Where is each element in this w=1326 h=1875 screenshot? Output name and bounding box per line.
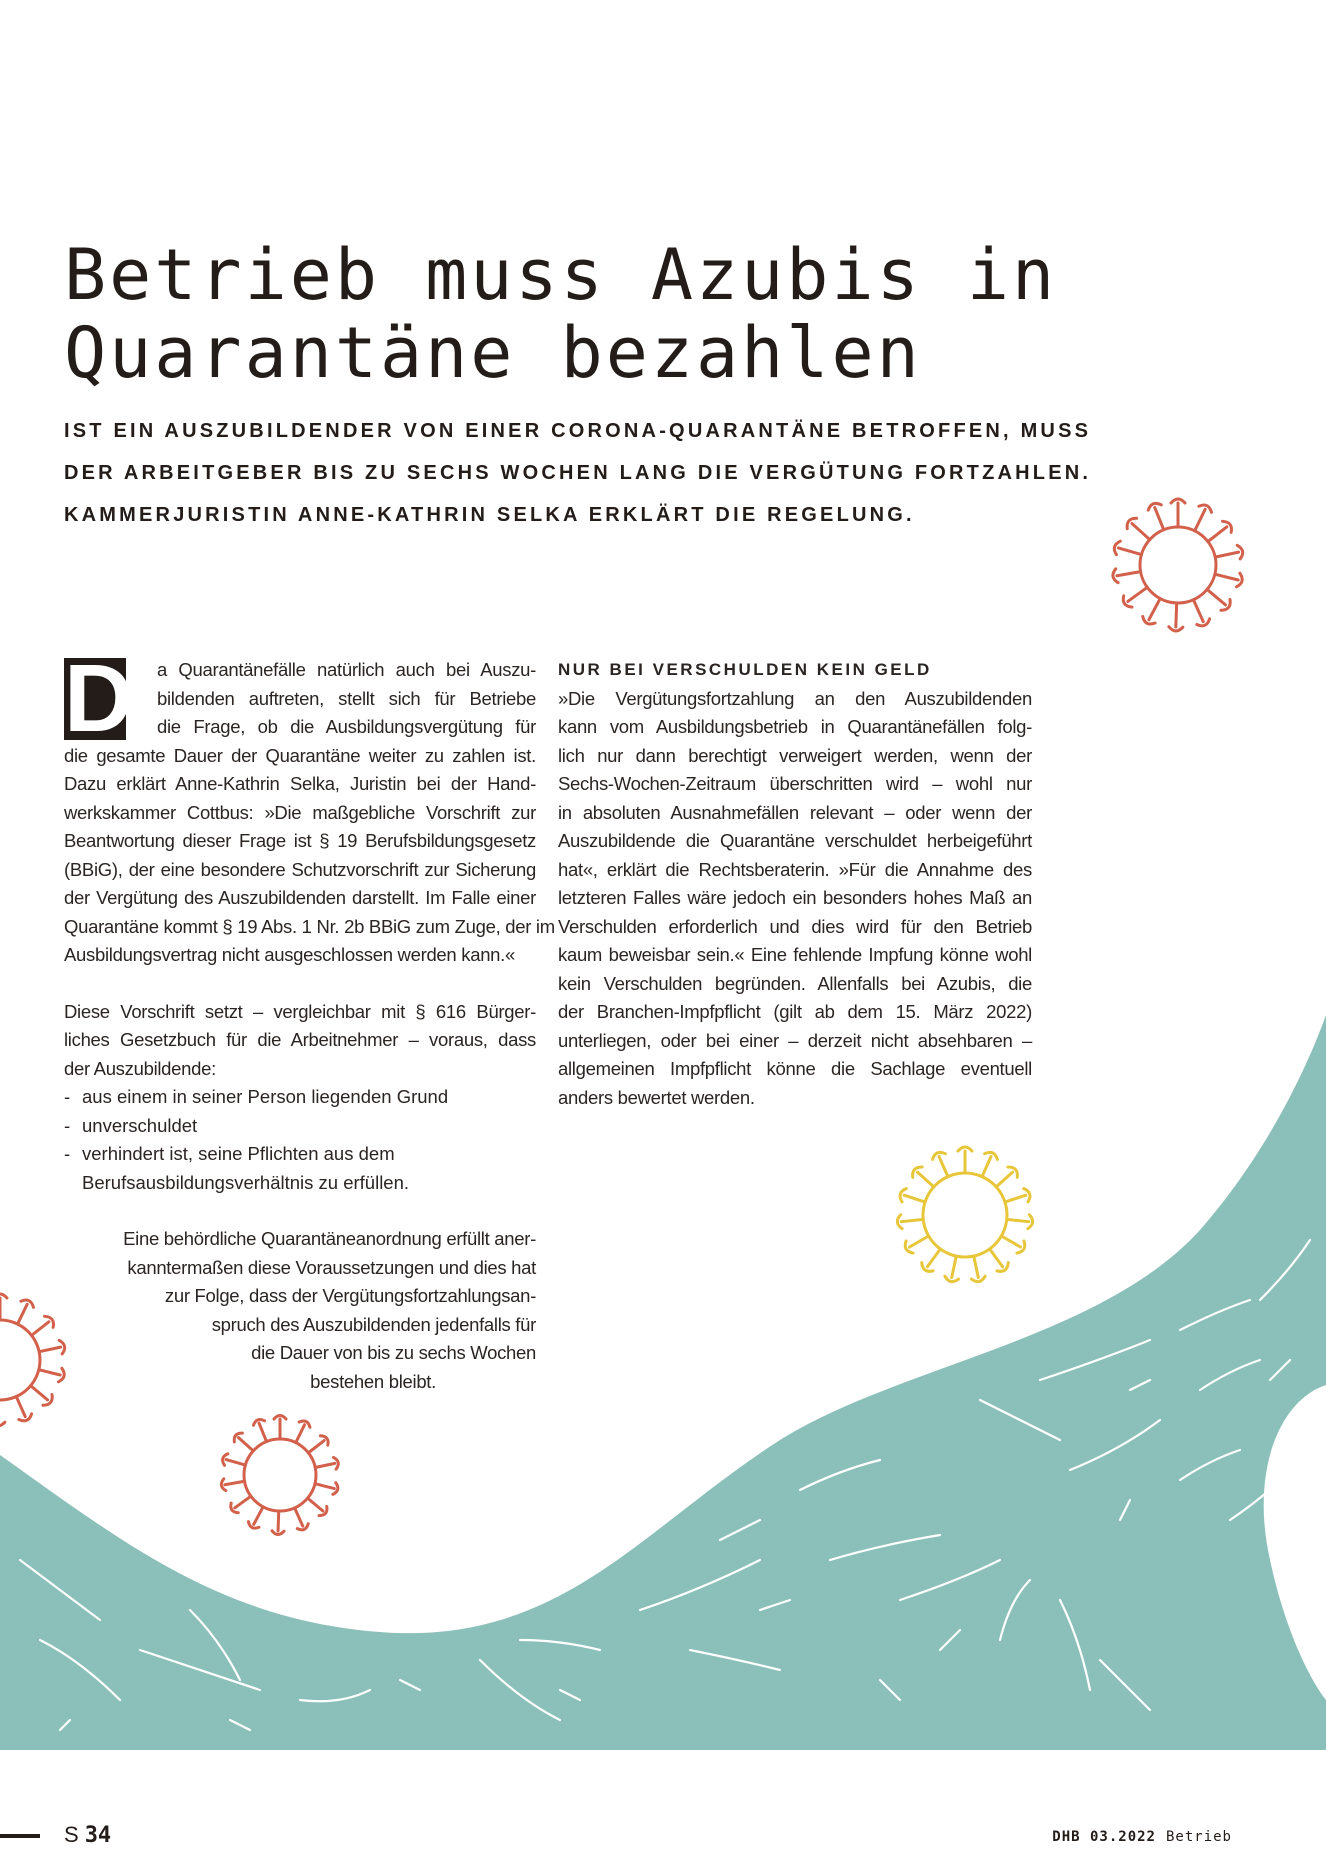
right-column	[558, 656, 1032, 1112]
text-line: Dazu erklärt Anne-Kathrin Selka, Juristin bei der Hand-	[64, 773, 536, 794]
text-line: liches Gesetzbuch für die Arbeitnehmer – voraus, dass	[64, 1029, 536, 1050]
text-line: kanntermaßen diese Voraussetzungen und dies hat	[127, 1256, 536, 1278]
article-lead	[64, 410, 1091, 536]
text-line: Quarantäne kommt § 19 Abs. 1 Nr. 2b BBiG zum Zuge, der im	[64, 915, 555, 937]
text-line: spruch des Auszubildenden jedenfalls für	[211, 1313, 536, 1335]
text-line: der Branchen-Impfpflicht (gilt ab dem 15. März 2022)	[558, 1001, 1032, 1022]
text-line: kein Verschulden begründen. Allenfalls bei Azubis, die	[558, 972, 1032, 994]
paragraph-quarantine-order	[64, 1225, 536, 1396]
text-line: (BBiG), der eine besondere Schutzvorschrift zur Sicherung	[64, 858, 536, 880]
text-line: der Auszubildende:	[64, 1057, 216, 1079]
text-line: kaum beweisbar sein.« Eine fehlende Impfung könne wohl	[558, 944, 1032, 965]
text-line: die gesamte Dauer der Quarantäne weiter zu zahlen ist.	[64, 744, 536, 766]
text-line: allgemeinen Impfpflicht könne die Sachlage eventuell	[558, 1058, 1032, 1079]
list-item: - unverschuldet	[64, 1114, 198, 1136]
paragraph-intro	[64, 645, 555, 970]
text-line: letzteren Falles wäre jedoch ein besonders hohes Maß an	[558, 887, 1032, 908]
text-line: Ausbildungsvertrag nicht ausgeschlossen werden kann.«	[64, 944, 515, 965]
lead-line: KAMMERJURISTIN ANNE-KATHRIN SELKA ERKLÄRT DIE REGELUNG.	[64, 504, 915, 526]
text-line: die Frage, ob die Ausbildungsvergütung für	[157, 716, 536, 737]
text-line: unterliegen, oder bei einer – derzeit nicht absehbaren –	[558, 1029, 1032, 1051]
coronavirus-icon	[1108, 485, 1248, 645]
text-line: kann vom Ausbildungsbetrieb in Quarantänefällen folg-	[558, 716, 1032, 737]
coronavirus-icon	[0, 1285, 70, 1435]
coronavirus-icon	[210, 1405, 350, 1545]
lead-line: IST EIN AUSZUBILDENDER VON EINER CORONA-QUARANTÄNE BETROFFEN, MUSS	[64, 420, 1092, 442]
text-line: zur Folge, dass der Vergütungsfortzahlungsan-	[164, 1285, 536, 1306]
text-line: Eine behördliche Quarantäneanordnung erfüllt aner-	[123, 1228, 536, 1249]
left-column	[64, 645, 555, 1396]
conditions-list	[64, 1083, 536, 1197]
text-line: hat«, erklärt die Rechtsberaterin. »Für die Annahme des	[558, 858, 1032, 880]
text-line: lich nur dann berechtigt verweigert werden, wenn der	[558, 744, 1032, 766]
text-line: »Die Vergütungsfortzahlung an den Auszubildenden	[558, 687, 1032, 709]
page-prefix: S	[64, 1822, 79, 1847]
title-line: Betrieb muss Azubis in	[64, 234, 1058, 316]
text-line: Auszubildende die Quarantäne verschuldet herbeigeführt	[558, 830, 1032, 851]
list-item: - aus einem in seiner Person liegenden Grund	[64, 1086, 449, 1107]
text-line: die Dauer von bis zu sechs Wochen	[251, 1342, 536, 1363]
magazine-issue: DHB 03.2022	[1052, 1829, 1156, 1845]
coronavirus-icon	[890, 1140, 1040, 1290]
subheading: NUR BEI VERSCHULDEN KEIN GELD	[558, 660, 932, 679]
text-line: Diese Vorschrift setzt – vergleichbar mit § 616 Bürger-	[64, 1000, 536, 1022]
text-line: bildenden auftreten, stellt sich für Betriebe	[157, 687, 536, 709]
drop-cap: D	[64, 645, 134, 752]
text-line: anders bewertet werden.	[558, 1086, 755, 1108]
text-line: Beantwortung dieser Frage ist § 19 Berufsbildungsgesetz	[64, 830, 536, 851]
article-title	[64, 236, 1057, 392]
paragraph-conditions	[64, 998, 536, 1198]
section-name: Betrieb	[1165, 1829, 1232, 1845]
page-number-value: 34	[84, 1823, 112, 1848]
text-line: der Vergütung des Auszubildenden darstellt. Im Falle einer	[64, 887, 536, 908]
list-item: - verhindert ist, seine Pflichten aus dem Berufsausbildungsverhältnis zu erfüllen.	[64, 1143, 410, 1193]
title-line: Quarantäne bezahlen	[64, 312, 922, 394]
text-line: Verschulden erforderlich und dies wird für den Betrieb	[558, 915, 1032, 937]
text-line: a Quarantänefälle natürlich auch bei Auszu-	[157, 659, 536, 680]
text-line: werkskammer Cottbus: »Die maßgebliche Vorschrift zur	[64, 801, 536, 823]
text-line: in absoluten Ausnahmefällen relevant – oder wenn der	[558, 801, 1032, 823]
text-line: Sechs-Wochen-Zeitraum überschritten wird – wohl nur	[558, 773, 1032, 794]
text-line: bestehen bleibt.	[310, 1370, 436, 1392]
page-number	[64, 1822, 111, 1848]
footer-info	[1052, 1828, 1232, 1845]
lead-line: DER ARBEITGEBER BIS ZU SECHS WOCHEN LANG DIE VERGÜTUNG FORTZAHLEN.	[64, 462, 1092, 484]
footer-rule	[0, 1834, 40, 1838]
